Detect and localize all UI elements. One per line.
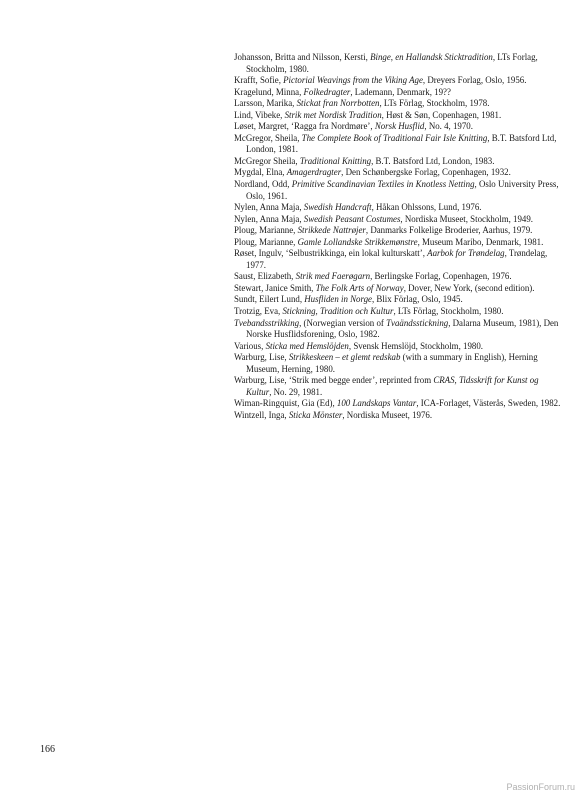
entry-text: Saust, Elizabeth, (234, 271, 296, 282)
bibliography-entry (234, 375, 564, 398)
entry-title: Pictorial Weavings from the Viking Age (283, 75, 423, 86)
entry-text: , LTs Förlag, Stockholm, 1978. (379, 98, 490, 109)
bibliography-entry (234, 75, 564, 87)
entry-text: , No. 4, 1970. (424, 121, 473, 132)
entry-text: Johansson, Britta and Nilsson, Kersti, (234, 52, 371, 62)
entry-title: Swedish Peasant Costumes (303, 213, 401, 224)
entry-text: , Svensk Hemslöjd, Stockholm, 1980. (348, 340, 483, 351)
entry-text: , Dalarna Museum, 1981), Den Norske Husflidsforening, Oslo, 1982. (246, 317, 559, 340)
entry-text: Sundt, Eilert Lund, (234, 294, 305, 305)
bibliography-entry (234, 98, 564, 110)
entry-title: Folkedragter (303, 86, 351, 97)
entry-title: Amagerdragter (286, 167, 342, 178)
bibliography-entry (234, 352, 564, 375)
entry-text: , Museum Maribo, Denmark, 1981. (417, 236, 544, 247)
entry-text: , LTs Forlag, Stockholm, 1980. (246, 52, 538, 74)
entry-text: , Håkan Ohlssons, Lund, 1976. (371, 202, 482, 213)
bibliography-entry (234, 167, 564, 179)
entry-title: Tvaändsstickning (386, 317, 449, 328)
entry-text: , Nordiska Museet, Stockholm, 1949. (400, 213, 534, 224)
entry-text: , (Norwegian version of (299, 317, 387, 328)
entry-text: , Blix Förlag, Oslo, 1945. (371, 294, 463, 305)
entry-title: Swedish Handcraft (303, 202, 372, 213)
entry-title: Norsk Husflid (374, 121, 425, 132)
bibliography-entry (234, 52, 564, 75)
entry-text: Wiman-Ringquist, Gia (Ed), (234, 398, 337, 409)
entry-text: Nordland, Odd, (234, 179, 292, 190)
entry-text: , Berlingske Forlag, Copenhagen, 1976. (370, 271, 512, 282)
entry-title: Strikkeskeen – et glemt redskab (288, 352, 401, 363)
entry-text: , Dover, New York, (second edition). (403, 282, 535, 293)
page-number: 166 (40, 744, 55, 755)
entry-title: Aarbok for Trøndelag (427, 248, 505, 259)
entry-text: , Nordiska Museet, 1976. (342, 409, 433, 420)
entry-title: Strik med Faerøgarn (295, 271, 371, 282)
bibliography-entry (234, 214, 564, 226)
entry-text: (with a summary in English), Herning Museum, Herning, 1980. (246, 352, 538, 374)
entry-text: Ploug, Marianne, (234, 236, 298, 247)
entry-text: , ICA-Forlaget, Västerås, Sweden, 1982. (416, 398, 561, 409)
entry-text: , B.T. Batsford Ltd, London, 1983. (371, 155, 495, 166)
entry-text: , Høst & Søn, Copenhagen, 1981. (381, 109, 502, 120)
bibliography-entry (234, 248, 564, 271)
entry-title: Traditional Knitting (299, 155, 372, 166)
entry-title: Binge, en Hallandsk Sticktradition (370, 52, 493, 62)
entry-title: 100 Landskaps Vantar (336, 398, 417, 409)
entry-text: McGregor, Sheila, (234, 132, 302, 143)
entry-title: Sticka Mönster (288, 409, 343, 420)
bibliography-entry (234, 121, 564, 133)
entry-text: Mygdal, Elna, (234, 167, 287, 178)
entry-title: Tvebandsstrikking (234, 317, 300, 328)
entry-text: Various, (234, 340, 266, 351)
entry-title: Gamle Lollandske Strikkemønstre (297, 236, 418, 247)
bibliography-entry (234, 294, 564, 306)
entry-title: Primitive Scandinavian Textiles in Knotless Netting (291, 179, 475, 190)
entry-text: Warburg, Lise, (234, 352, 289, 363)
entry-text: Løset, Margret, ‘Ragga fra Nordmøre’, (234, 121, 375, 132)
entry-title: Sticka med Hemslöjden (265, 340, 349, 351)
entry-text: Lind, Vibeke, (234, 109, 285, 120)
bibliography-entry (234, 398, 564, 410)
entry-text: Nylen, Anna Maja, (234, 213, 304, 224)
entry-title: Husfliden in Norge (304, 294, 372, 305)
entry-text: , Danmarks Folkelige Broderier, Aarhus, 1979. (365, 225, 533, 236)
bibliography-entry (234, 237, 564, 249)
bibliography-entry (234, 341, 564, 353)
bibliography-entry (234, 179, 564, 202)
entry-text: , B.T. Batsford Ltd, London, 1981. (246, 132, 557, 155)
entry-title: Stickat fran Norrbotten (296, 98, 380, 109)
bibliography-entry (234, 133, 564, 156)
bibliography-entry (234, 156, 564, 168)
watermark-text: PassionForum.ru (506, 782, 575, 792)
entry-text: , Den Schønbergske Forlag, Copenhagen, 1932. (341, 167, 511, 178)
entry-text: Ploug, Marianne, (234, 225, 298, 236)
entry-text: , No. 29, 1981. (269, 386, 323, 397)
bibliography-entry (234, 318, 564, 341)
entry-text: , Dreyers Forlag, Oslo, 1956. (422, 75, 527, 86)
entry-text: , Lademann, Denmark, 19?? (350, 86, 451, 97)
entry-text: Stewart, Janice Smith, (234, 282, 316, 293)
bibliography-entry (234, 202, 564, 214)
bibliography-entry (234, 306, 564, 318)
entry-title: Strik met Nordisk Tradition (284, 109, 382, 120)
entry-text: Trotzig, Eva, (234, 306, 283, 317)
entry-text: , LTs Förlag, Stockholm, 1980. (393, 306, 504, 317)
bibliography-entry (234, 283, 564, 295)
entry-text: , Trøndelag, 1977. (246, 248, 548, 270)
bibliography-list (234, 52, 564, 422)
bibliography-entry (234, 87, 564, 99)
entry-title: CRAS, Tidsskrift for Kunst og Kultur (246, 375, 539, 397)
entry-title: Strikkede Nattrøjer (297, 225, 366, 236)
entry-text: McGregor Sheila, (234, 155, 300, 166)
bibliography-entry (234, 271, 564, 283)
entry-text: Røset, Ingulv, ‘Selbustrikkinga, ein lokal kulturskatt’, (234, 248, 428, 259)
bibliography-entry (234, 410, 564, 422)
bibliography-entry (234, 110, 564, 122)
bibliography-entry (234, 225, 564, 237)
entry-text: Warburg, Lise, ‘Strik med begge ender’, reprinted from (234, 375, 434, 386)
entry-text: Larsson, Marika, (234, 98, 297, 109)
entry-text: Kragelund, Minna, (234, 86, 304, 97)
entry-title: Stickning, Tradition och Kultur (282, 306, 394, 317)
entry-text: Krafft, Sofie, (234, 75, 284, 86)
entry-text: Wintzell, Inga, (234, 409, 289, 420)
entry-title: The Complete Book of Traditional Fair Isle Knitting (301, 132, 488, 143)
entry-title: The Folk Arts of Norway (315, 282, 404, 293)
entry-text: , Oslo University Press, Oslo, 1961. (246, 179, 559, 201)
entry-text: Nylen, Anna Maja, (234, 202, 304, 213)
